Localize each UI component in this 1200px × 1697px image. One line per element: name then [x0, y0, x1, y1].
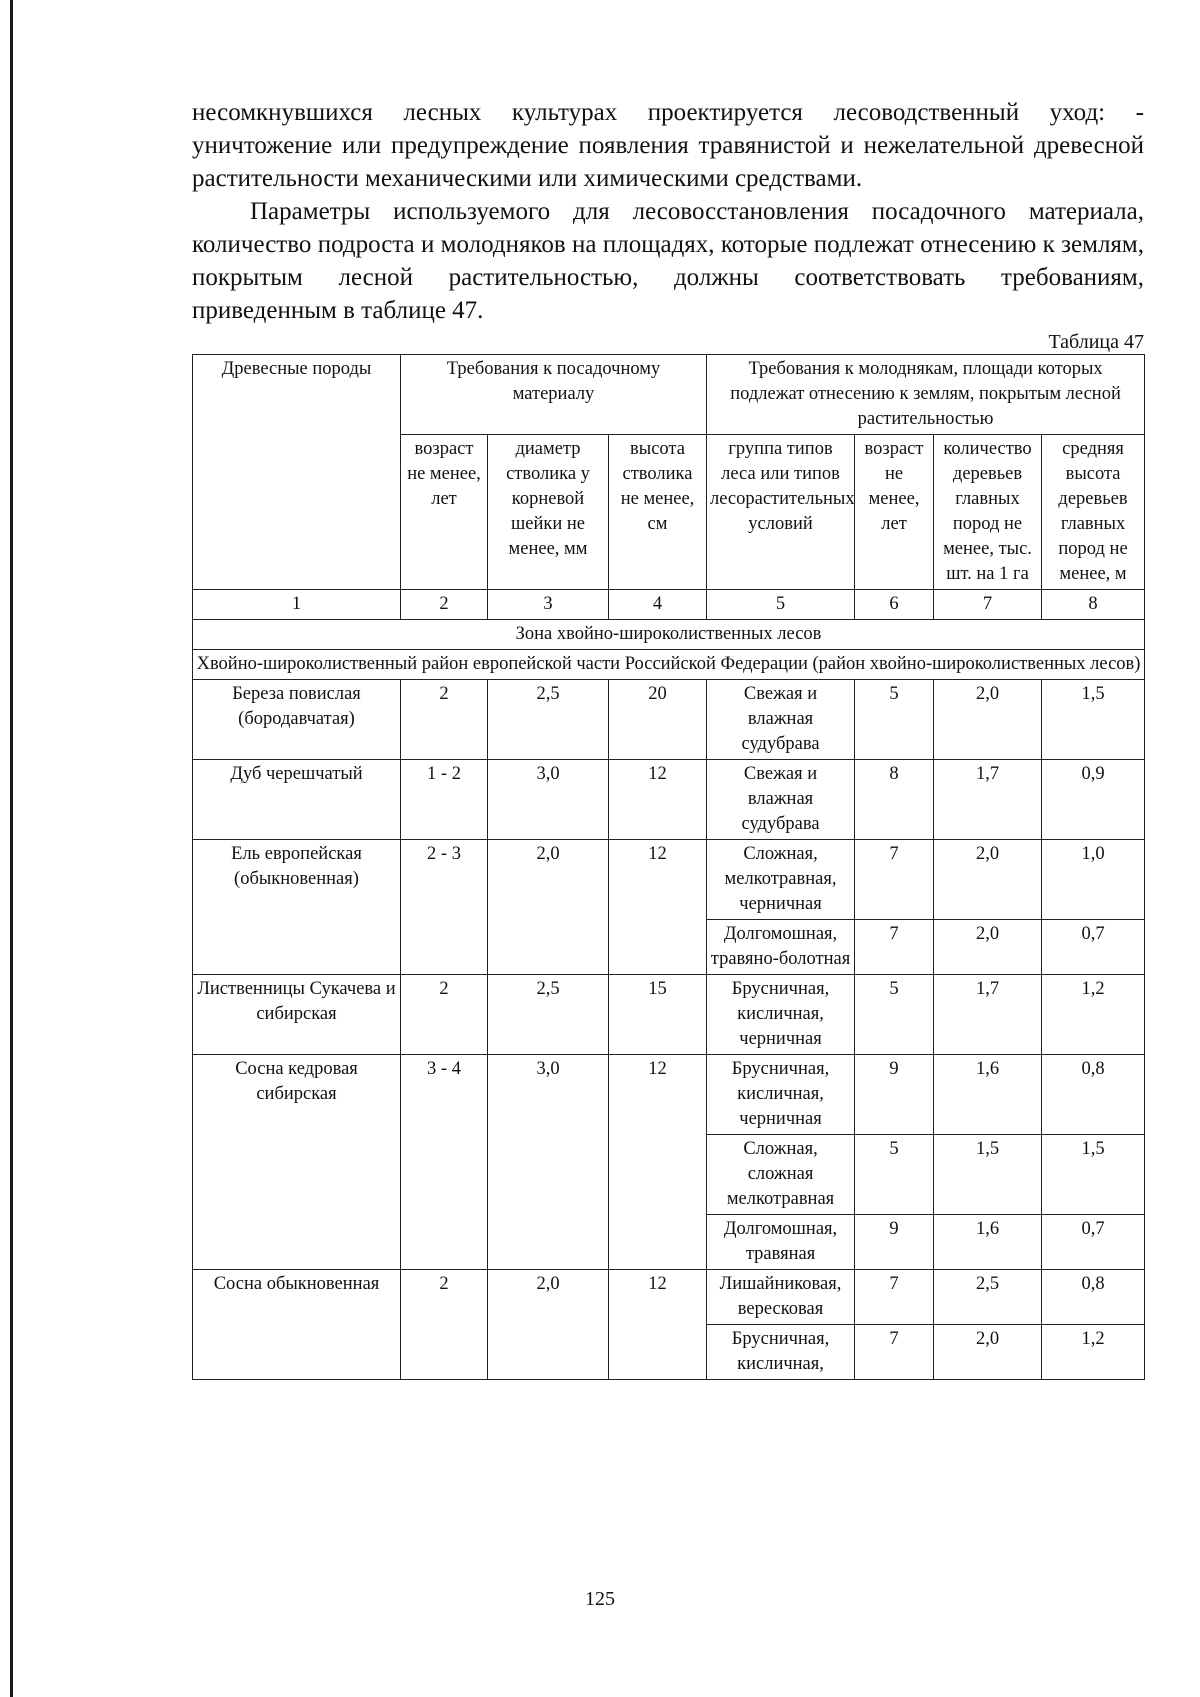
requirements-table [192, 354, 1145, 1380]
young-age-cell: 9 [855, 1215, 934, 1270]
tree-count-cell: 2,0 [934, 680, 1042, 760]
planting-age-cell: 3 - 4 [401, 1055, 488, 1270]
height-cell: 12 [609, 760, 707, 840]
height-cell: 12 [609, 1055, 707, 1270]
header-age: возраст не менее, лет [401, 435, 488, 590]
header-count: количество деревьев главных пород не менее, тыс. шт. на 1 га [934, 435, 1042, 590]
planting-age-cell: 2 [401, 1270, 488, 1380]
column-number: 8 [1042, 590, 1145, 620]
forest-type-cell: Лишайниковая, вересковая [707, 1270, 855, 1325]
young-age-cell: 7 [855, 1325, 934, 1380]
diameter-cell: 3,0 [488, 1055, 609, 1270]
avg-height-cell: 1,5 [1042, 1135, 1145, 1215]
height-cell: 12 [609, 840, 707, 975]
height-cell: 15 [609, 975, 707, 1055]
tree-count-cell: 1,7 [934, 760, 1042, 840]
species-cell: Сосна обыкновенная [193, 1270, 401, 1380]
avg-height-cell: 0,8 [1042, 1055, 1145, 1135]
table-row [193, 975, 1145, 1055]
table-body [193, 620, 1145, 1380]
young-age-cell: 5 [855, 975, 934, 1055]
header-young-group: Требования к молоднякам, площади которых подлежат отнесению к землям, покрытым лесной растительностью [707, 355, 1145, 435]
avg-height-cell: 1,2 [1042, 975, 1145, 1055]
young-age-cell: 9 [855, 1055, 934, 1135]
header-species: Древесные породы [193, 355, 401, 590]
forest-type-cell: Сложная, сложная мелкотравная [707, 1135, 855, 1215]
young-age-cell: 7 [855, 920, 934, 975]
header-forest-type: группа типов леса или типов лесорастительных условий [707, 435, 855, 590]
column-number: 2 [401, 590, 488, 620]
tree-count-cell: 2,0 [934, 1325, 1042, 1380]
planting-age-cell: 1 - 2 [401, 760, 488, 840]
column-number: 7 [934, 590, 1042, 620]
column-numbers-row [193, 590, 1145, 620]
forest-type-cell: Брусничная, кисличная, черничная [707, 975, 855, 1055]
zone-row: Зона хвойно-широколиственных лесов [193, 620, 1145, 650]
avg-height-cell: 0,9 [1042, 760, 1145, 840]
tree-count-cell: 2,0 [934, 840, 1042, 920]
region-row: Хвойно-широколиственный район европейской части Российской Федерации (район хвойно-широколиственных лесов) [193, 650, 1145, 680]
tree-count-cell: 1,7 [934, 975, 1042, 1055]
column-number: 4 [609, 590, 707, 620]
table-row [193, 840, 1145, 920]
young-age-cell: 7 [855, 1270, 934, 1325]
diameter-cell: 2,5 [488, 680, 609, 760]
tree-count-cell: 1,5 [934, 1135, 1042, 1215]
avg-height-cell: 0,8 [1042, 1270, 1145, 1325]
planting-age-cell: 2 - 3 [401, 840, 488, 975]
species-cell: Сосна кедровая сибирская [193, 1055, 401, 1270]
planting-age-cell: 2 [401, 975, 488, 1055]
header-avg-height: средняя высота деревьев главных пород не менее, м [1042, 435, 1145, 590]
column-number: 1 [193, 590, 401, 620]
header-diameter: диаметр стволика у корневой шейки не менее, мм [488, 435, 609, 590]
diameter-cell: 2,0 [488, 1270, 609, 1380]
forest-type-cell: Долгомошная, травяно-болотная [707, 920, 855, 975]
avg-height-cell: 0,7 [1042, 920, 1145, 975]
forest-type-cell: Брусничная, кисличная, [707, 1325, 855, 1380]
species-cell: Береза повислая (бородавчатая) [193, 680, 401, 760]
paragraph-parameters: Параметры используемого для лесовосстановления посадочного материала, количество подроста и молодняков на площадях, которые подлежат отнесению к землям, покрытым лесной растительностью, должны соответствовать требованиям, приведенным в таблице 47. [192, 198, 1144, 324]
table-caption: Таблица 47 [1048, 331, 1144, 353]
height-cell: 20 [609, 680, 707, 760]
young-age-cell: 8 [855, 760, 934, 840]
header-planting-group: Требования к посадочному материалу [401, 355, 707, 435]
column-number: 6 [855, 590, 934, 620]
diameter-cell: 3,0 [488, 760, 609, 840]
young-age-cell: 5 [855, 1135, 934, 1215]
height-cell: 12 [609, 1270, 707, 1380]
young-age-cell: 5 [855, 680, 934, 760]
scan-edge-line [10, 0, 13, 1697]
planting-age-cell: 2 [401, 680, 488, 760]
young-age-cell: 7 [855, 840, 934, 920]
tree-count-cell: 2,0 [934, 920, 1042, 975]
avg-height-cell: 1,0 [1042, 840, 1145, 920]
column-number: 3 [488, 590, 609, 620]
table-row [193, 1270, 1145, 1325]
avg-height-cell: 0,7 [1042, 1215, 1145, 1270]
table-row [193, 1055, 1145, 1135]
forest-type-cell: Свежая и влажная судубрава [707, 680, 855, 760]
forest-type-cell: Долгомошная, травяная [707, 1215, 855, 1270]
species-cell: Лиственницы Сукачева и сибирская [193, 975, 401, 1055]
species-cell: Ель европейская (обыкновенная) [193, 840, 401, 975]
avg-height-cell: 1,5 [1042, 680, 1145, 760]
forest-type-cell: Сложная, мелкотравная, черничная [707, 840, 855, 920]
table-row [193, 760, 1145, 840]
forest-type-cell: Свежая и влажная судубрава [707, 760, 855, 840]
species-cell: Дуб черешчатый [193, 760, 401, 840]
diameter-cell: 2,0 [488, 840, 609, 975]
diameter-cell: 2,5 [488, 975, 609, 1055]
table-row [193, 680, 1145, 760]
forest-type-cell: Брусничная, кисличная, черничная [707, 1055, 855, 1135]
page-number: 125 [585, 1588, 615, 1610]
tree-count-cell: 1,6 [934, 1055, 1042, 1135]
paragraph-continuation: несомкнувшихся лесных культурах проектируется лесоводственный уход: - уничтожение или предупреждение появления травянистой и нежелательной древесной растительности механическими или химическими средствами. [192, 99, 1144, 192]
tree-count-cell: 1,6 [934, 1215, 1042, 1270]
avg-height-cell: 1,2 [1042, 1325, 1145, 1380]
column-number: 5 [707, 590, 855, 620]
header-young-age: возраст не менее, лет [855, 435, 934, 590]
header-height: высота стволика не менее, см [609, 435, 707, 590]
document-page [192, 96, 1144, 1380]
tree-count-cell: 2,5 [934, 1270, 1042, 1325]
